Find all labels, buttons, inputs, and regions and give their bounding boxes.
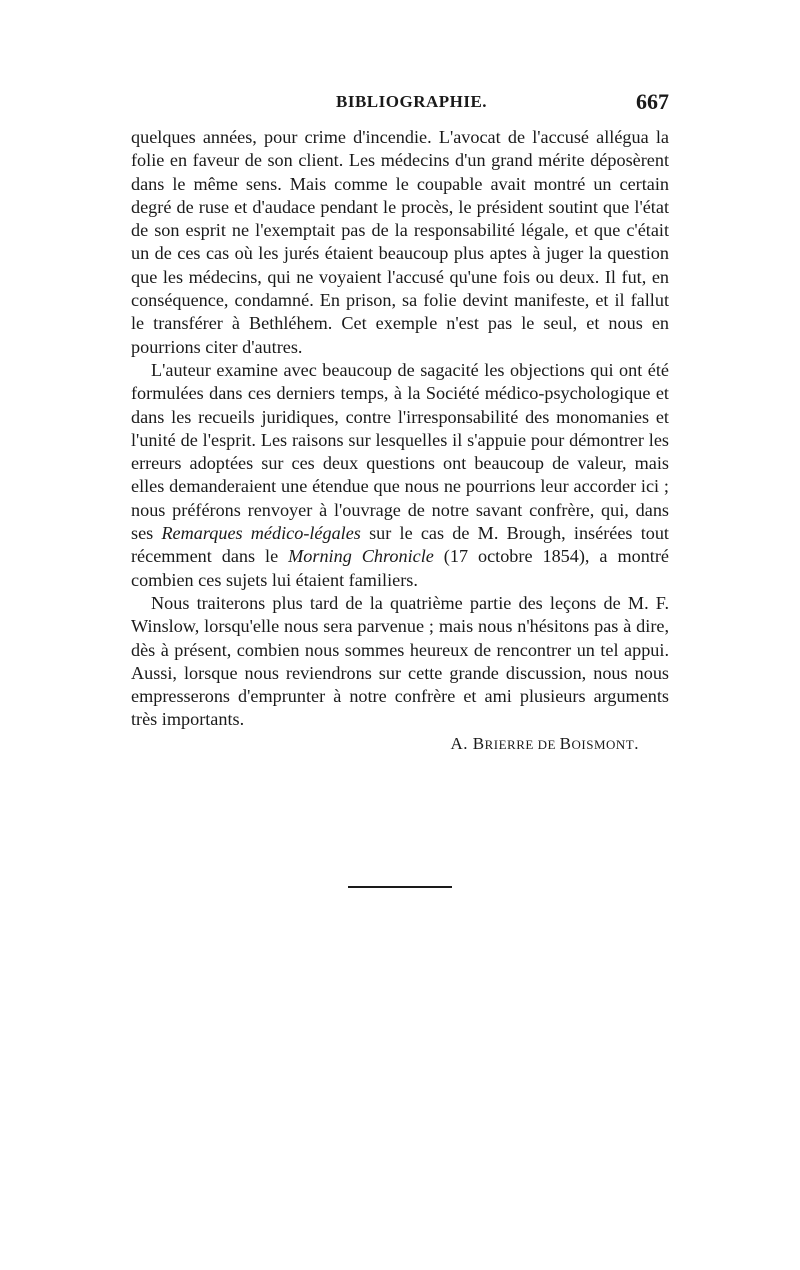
paragraph-conclusion: Nous traiterons plus tard de la quatrième partie des leçons de M. F. Winslow, lorsqu'elle nous sera parvenue ; mais nous n'hésitons pas à dire, dès à présent, combien nous sommes heureux de rencontrer un tel appui. Aussi, lorsque nous reviendrons sur cette grande discussion, nous nous empresserons d'emprunter à notre confrère et ami plusieurs arguments très importants. [131,592,669,730]
italic-title-remarques: Remarques médico-légales [161,523,361,544]
page-number: 667 [636,89,669,114]
paragraph-objections [131,359,669,592]
signature-period: . [634,733,639,753]
signature-smallcaps-1: RIERRE DE [484,736,560,752]
italic-title-morning-chronicle: Morning Chronicle [288,546,434,567]
end-rule [348,886,452,888]
paragraph-continuation: quelques années, pour crime d'incendie. L'avocat de l'accusé allégua la folie en faveur de son client. Les médecins d'un grand mérite déposèrent dans le même sens. Mais comme le coupable avait montré un certain degré de ruse et d'audace pendant le procès, le président soutint que l'état de son esprit ne l'exemptait pas de la responsabilité légale, et que c'était un de ces cas où les jurés étaient beaucoup plus aptes à juger la question que les médecins, qui ne voyaient l'accusé qu'une fois ou deux. Il fut, en conséquence, condamné. En prison, sa folie devint manifeste, et il fallut le transférer à Bethléhem. Cet exemple n'est pas le seul, et nous en pourrions citer d'autres. [131,127,669,357]
paragraph-text: sur le cas de M. Brough, insérées tout récemment dans le [131,523,669,567]
signature-smallcaps-2: OISMONT [571,736,635,752]
section-title: BIBLIOGRAPHIE. [336,92,488,111]
author-signature [131,732,669,756]
page-body [131,126,669,756]
signature-initial: A. B [450,733,485,753]
running-head [131,89,669,116]
signature-capital: B [559,733,572,753]
paragraph-text: L'auteur examine avec beaucoup de sagacité les objections qui ont été formulées dans ces derniers temps, à la Société médico-psychologique et dans les recueils juridiques, contre l'irresponsabilité des monomanies et l'unité de l'esprit. Les raisons sur lesquelles il s'appuie pour démontrer les erreurs adoptées sur ces deux questions ont beaucoup de valeur, mais elles demanderaient une étendue que nous ne pourrions leur accorder ici ; nous préférons renvoyer à l'ouvrage de notre savant confrère, qui, dans ses [131,359,669,544]
paragraph-text: (17 octobre 1854), a montré combien ces sujets lui étaient familiers. [131,546,669,590]
